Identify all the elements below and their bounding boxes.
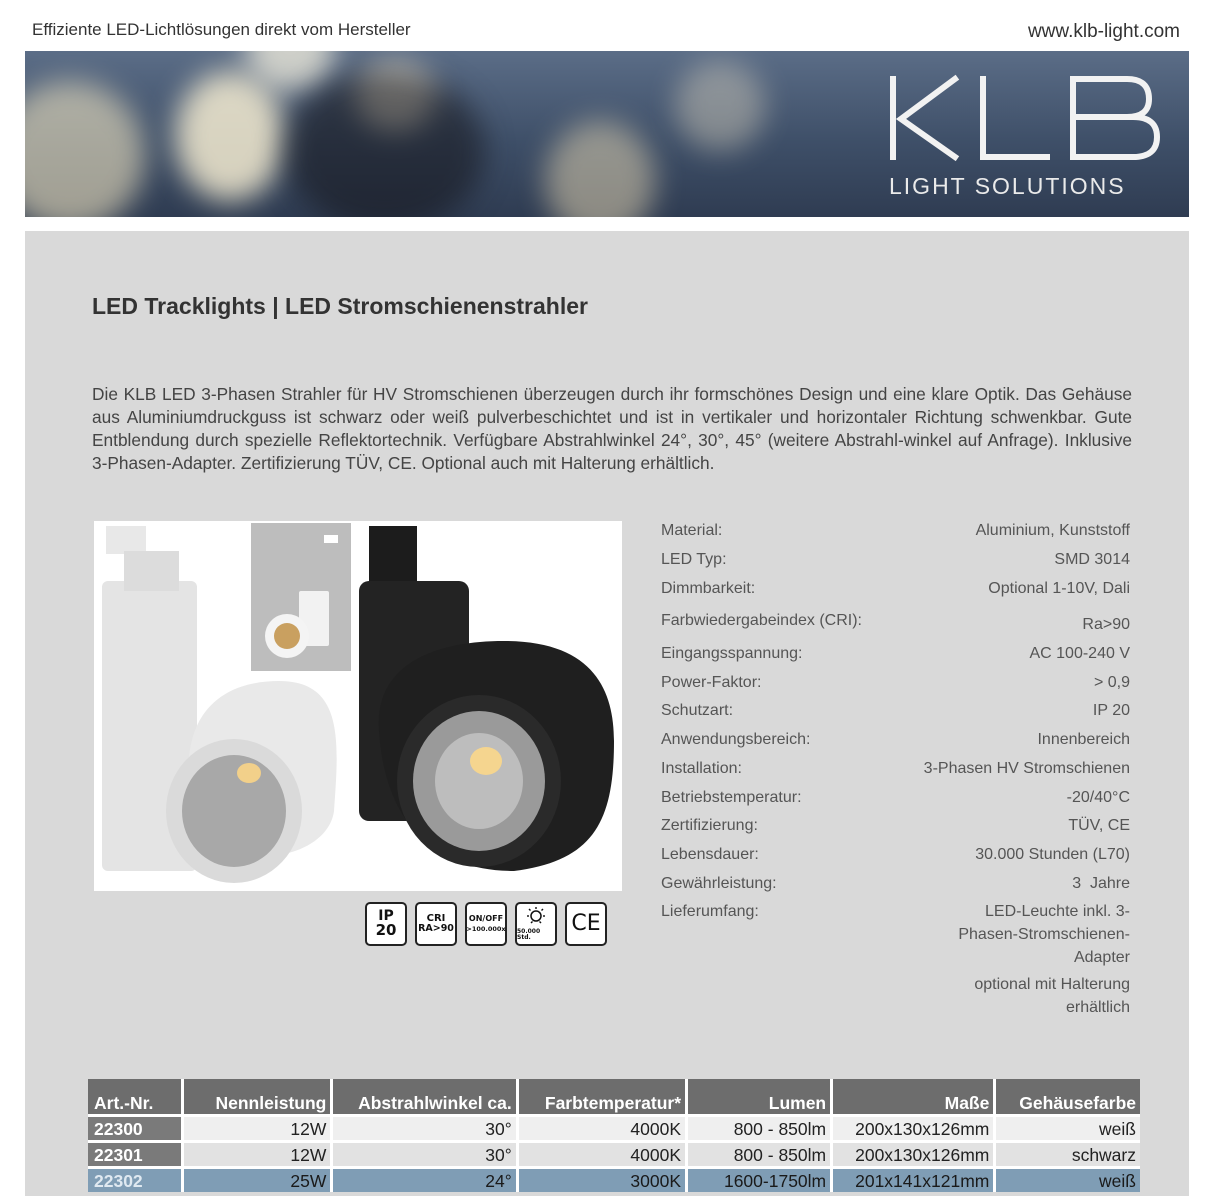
cell-housing-color: schwarz	[995, 1142, 1140, 1168]
cell-housing-color: weiß	[995, 1168, 1140, 1193]
col-beam-angle: Abstrahlwinkel ca.	[332, 1079, 517, 1116]
spec-row-application	[661, 726, 1130, 755]
cell-power: 25W	[183, 1168, 332, 1193]
spec-extra: optional mit Halterung erhältlich	[974, 975, 1130, 1016]
website-link[interactable]: www.klb-light.com	[1027, 21, 1180, 42]
spec-value: AC 100-240 V	[1029, 645, 1130, 663]
cell-color-temp: 4000K	[517, 1116, 686, 1142]
content-panel	[25, 231, 1189, 1196]
spec-label: Betriebstemperatur:	[661, 788, 802, 806]
cell-beam-angle: 30°	[332, 1116, 517, 1142]
spec-value: IP 20	[1092, 702, 1130, 720]
spec-table	[661, 517, 1130, 1019]
col-power: Nennleistung	[183, 1079, 332, 1116]
spec-label: LED Typ:	[661, 551, 727, 569]
lifetime-icon: 50.000 Std.	[515, 902, 557, 946]
col-dimensions: Maße	[832, 1079, 995, 1116]
spec-label: Eingangsspannung:	[661, 645, 803, 663]
spec-value: TÜV, CE	[1068, 817, 1130, 835]
product-image	[94, 521, 622, 891]
cell-dimensions: 200x130x126mm	[832, 1142, 995, 1168]
cri-icon: CRI RA>90	[415, 902, 457, 946]
cell-art-nr: 22302	[88, 1168, 183, 1193]
feature-badges	[365, 902, 607, 946]
cell-power: 12W	[183, 1116, 332, 1142]
col-art-nr: Art.-Nr.	[88, 1079, 183, 1116]
cell-power: 12W	[183, 1142, 332, 1168]
spec-row-lifetime	[661, 841, 1130, 870]
spec-label: Schutzart:	[661, 702, 734, 720]
spec-label: Dimmbarkeit:	[661, 579, 756, 597]
product-description: Die KLB LED 3-Phasen Strahler für HV Stromschienen überzeugen durch ihr formschönes Design und eine klare Optik. Das Gehäuse aus Aluminiumdruckguss ist schwarz oder weiß pulverbeschichtet und ist in vertikaler und horizontaler Richtung schwenkbar. Gute Entblendung durch spezielle Reflektortechnik. Verfügbare Abstrahlwinkel 24°, 30°, 45° (weitere Abstrahl-winkel auf Anfrage). Inklusive 3-Phasen-Adapter. Zertifizierung TÜV, CE. Optional auch mit Halterung erhältlich.	[92, 384, 1132, 473]
cell-lumen: 800 - 850lm	[687, 1142, 832, 1168]
tagline: Effiziente LED-Lichtlösungen direkt vom Hersteller	[32, 20, 411, 39]
ip20-icon: IP 20	[365, 902, 407, 946]
spec-row-protection	[661, 697, 1130, 726]
cell-lumen: 1600-1750lm	[687, 1168, 832, 1193]
cell-housing-color: weiß	[995, 1116, 1140, 1142]
spec-value: -20/40°C	[1066, 788, 1130, 806]
page-title: LED Tracklights | LED Stromschienenstrahler	[92, 293, 588, 319]
product-table-header	[88, 1079, 1140, 1116]
spec-label: Power-Faktor:	[661, 673, 762, 691]
cell-color-temp: 3000K	[517, 1168, 686, 1193]
spec-row-temperature	[661, 783, 1130, 812]
ce-icon: CE	[565, 902, 607, 946]
spec-value: 3-Phasen HV Stromschienen	[923, 759, 1130, 777]
cell-beam-angle: 24°	[332, 1168, 517, 1193]
spec-row-material	[661, 517, 1130, 546]
spec-label: Lebensdauer:	[661, 845, 759, 863]
header-banner	[25, 51, 1189, 217]
klb-logo-mark	[887, 73, 1167, 165]
spec-row-certification	[661, 812, 1130, 841]
cell-art-nr: 22300	[88, 1116, 183, 1142]
spec-value: 3 Jahre	[1072, 874, 1130, 892]
col-lumen: Lumen	[687, 1079, 832, 1116]
table-row	[88, 1116, 1140, 1142]
spec-label: Lieferumfang:	[661, 902, 759, 920]
col-color-temp: Farbtemperatur*	[517, 1079, 686, 1116]
cell-lumen: 800 - 850lm	[687, 1116, 832, 1142]
spec-row-scope	[661, 898, 1130, 1019]
product-table	[88, 1079, 1140, 1192]
spec-value: Innenbereich	[1037, 731, 1130, 749]
spec-row-voltage	[661, 640, 1130, 669]
spec-label: Farbwiedergabeindex (CRI):	[661, 612, 862, 630]
spec-label: Zertifizierung:	[661, 817, 758, 835]
spec-label: Anwendungsbereich:	[661, 731, 811, 749]
switch-cycles-icon: ON/OFF >100.000x	[465, 902, 507, 946]
spec-row-cri	[661, 603, 1130, 640]
spec-value: SMD 3014	[1054, 551, 1130, 569]
spec-row-warranty	[661, 869, 1130, 898]
cell-dimensions: 201x141x121mm	[832, 1168, 995, 1193]
spec-row-led-type	[661, 546, 1130, 575]
col-housing-color: Gehäusefarbe	[995, 1079, 1140, 1116]
cell-color-temp: 4000K	[517, 1142, 686, 1168]
spec-value: 30.000 Stunden (L70)	[975, 845, 1130, 863]
spec-value: > 0,9	[1093, 673, 1130, 691]
spec-row-installation	[661, 755, 1130, 784]
spec-value: Optional 1-10V, Dali	[988, 579, 1130, 597]
cell-beam-angle: 30°	[332, 1142, 517, 1168]
spec-label: Installation:	[661, 759, 742, 777]
klb-logo	[887, 73, 1167, 203]
spec-row-dimming	[661, 574, 1130, 603]
logo-subtitle: LIGHT SOLUTIONS	[889, 173, 1126, 199]
spec-value: Ra>90	[1082, 616, 1130, 634]
cell-dimensions: 200x130x126mm	[832, 1116, 995, 1142]
spec-value: Aluminium, Kunststoff	[975, 522, 1130, 540]
table-row	[88, 1168, 1140, 1193]
cell-art-nr: 22301	[88, 1142, 183, 1168]
spec-value: LED-Leuchte inkl. 3-Phasen-Stromschienen-Adapter	[958, 902, 1130, 966]
table-row	[88, 1142, 1140, 1168]
spec-label: Gewährleistung:	[661, 874, 777, 892]
spec-row-power-factor	[661, 668, 1130, 697]
spec-label: Material:	[661, 522, 723, 540]
